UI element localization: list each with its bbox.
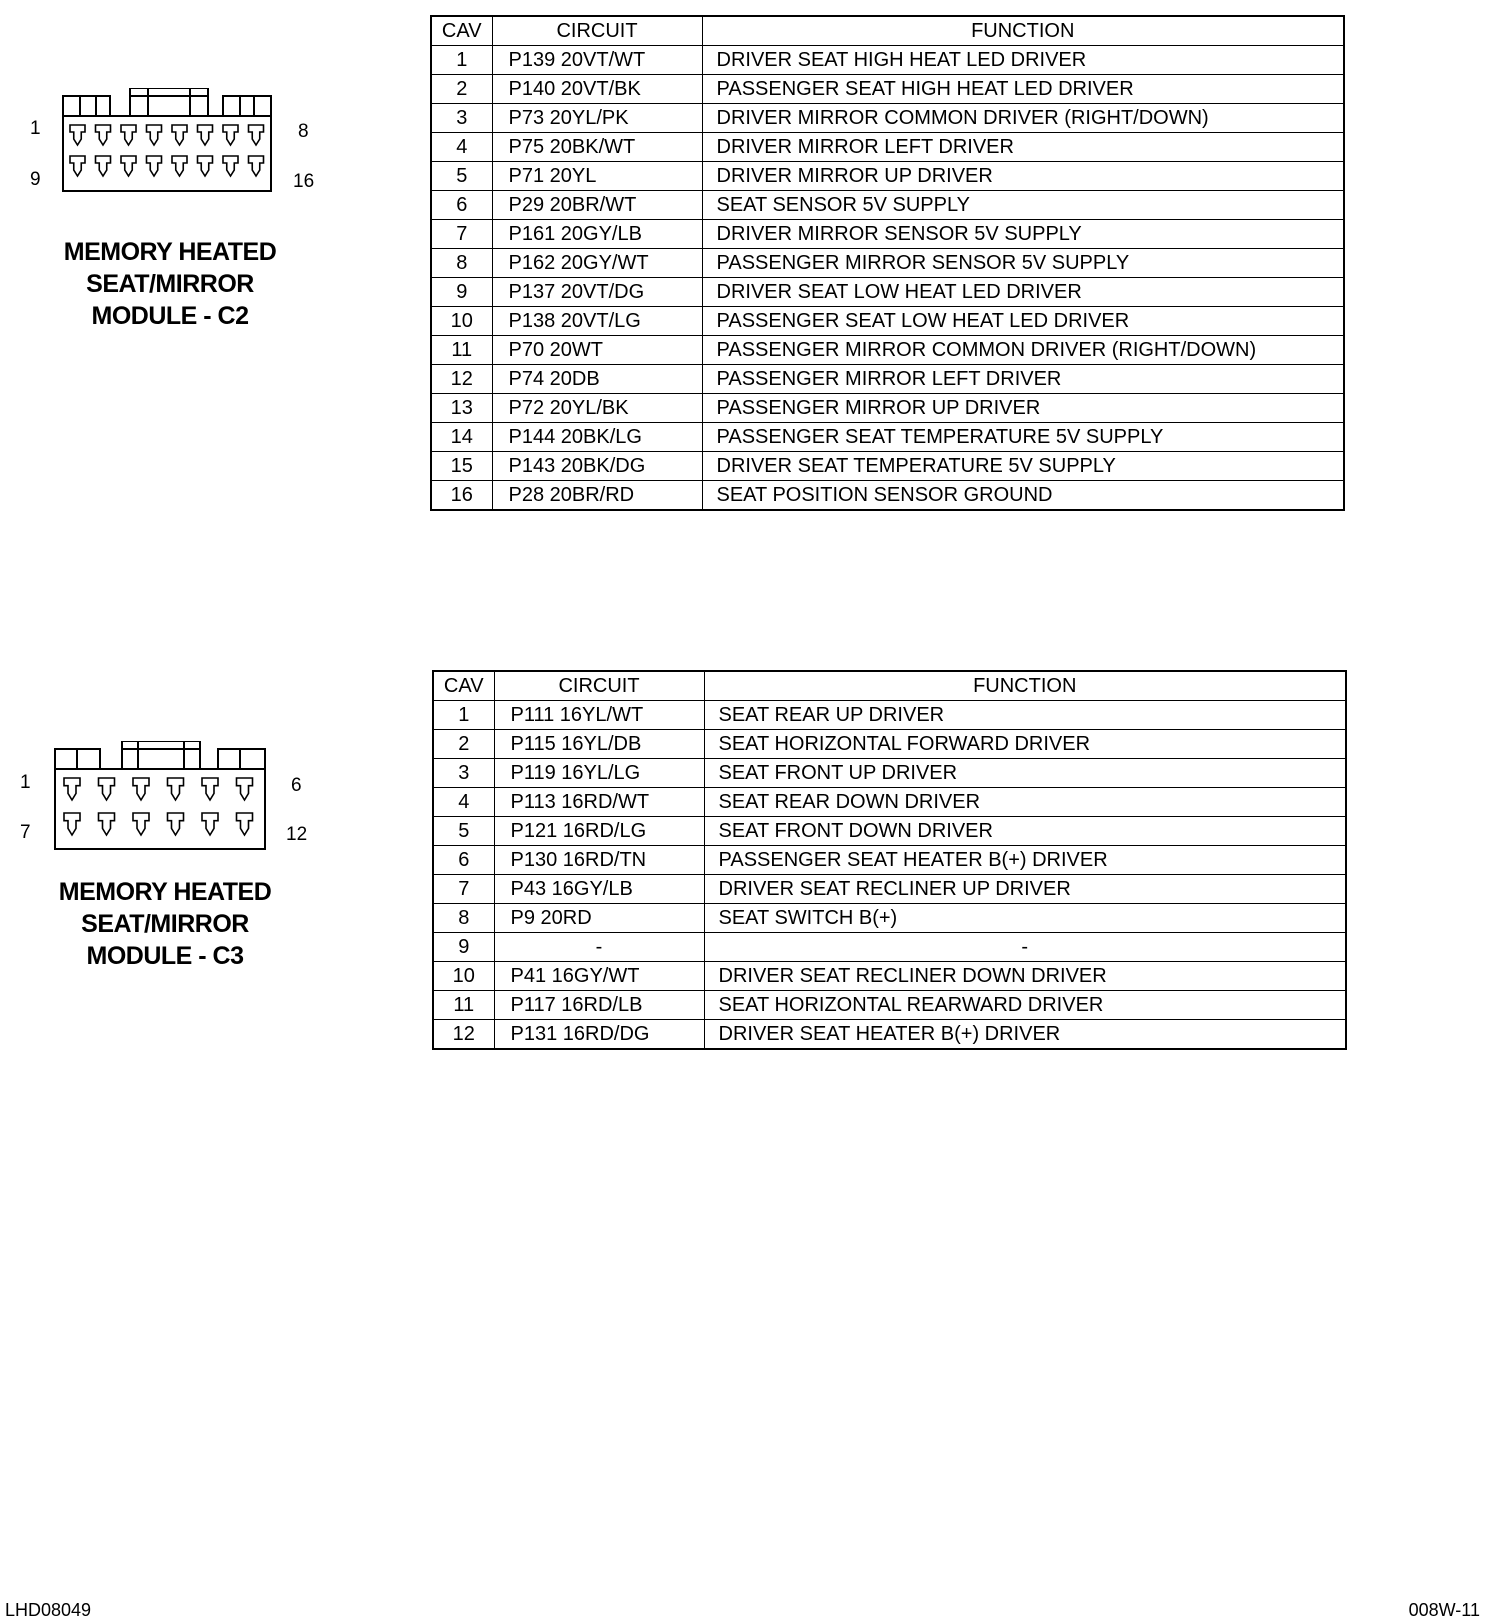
function-cell: -	[704, 933, 1346, 962]
table-row	[433, 933, 1346, 962]
circuit-cell: P111 16YL/WT	[494, 701, 704, 730]
c2-pin-label-bottom-left: 9	[30, 169, 41, 190]
cav-cell: 10	[433, 962, 494, 991]
function-cell: SEAT SWITCH B(+)	[704, 904, 1346, 933]
terminal-cavity	[249, 156, 264, 176]
cav-cell: 14	[431, 423, 492, 452]
terminal-cavity	[133, 778, 149, 800]
cav-cell: 2	[431, 75, 492, 104]
terminal-cavity	[168, 778, 184, 800]
table-row	[431, 365, 1344, 394]
cav-cell: 13	[431, 394, 492, 423]
circuit-cell: P139 20VT/WT	[492, 46, 702, 75]
function-cell: SEAT SENSOR 5V SUPPLY	[702, 191, 1344, 220]
cav-cell: 9	[433, 933, 494, 962]
circuit-cell: P73 20YL/PK	[492, 104, 702, 133]
terminal-cavity	[99, 813, 115, 835]
table-row	[431, 46, 1344, 75]
function-cell: PASSENGER MIRROR UP DRIVER	[702, 394, 1344, 423]
circuit-cell: P113 16RD/WT	[494, 788, 704, 817]
table-row	[431, 423, 1344, 452]
c2-connector-title	[40, 236, 300, 332]
circuit-cell: P140 20VT/BK	[492, 75, 702, 104]
table-row	[431, 394, 1344, 423]
terminal-cavity	[168, 813, 184, 835]
function-cell: SEAT REAR UP DRIVER	[704, 701, 1346, 730]
c2-table-header-row	[431, 16, 1344, 46]
table-row	[431, 104, 1344, 133]
circuit-cell: P131 16RD/DG	[494, 1020, 704, 1050]
circuit-cell: P162 20GY/WT	[492, 249, 702, 278]
terminal-cavity	[99, 778, 115, 800]
table-row	[431, 249, 1344, 278]
cav-column-header: CAV	[431, 16, 492, 46]
table-row	[433, 730, 1346, 759]
table-row	[431, 307, 1344, 336]
terminal-cavity	[70, 125, 85, 145]
table-row	[433, 1020, 1346, 1050]
terminal-cavity	[121, 156, 136, 176]
circuit-cell: P41 16GY/WT	[494, 962, 704, 991]
circuit-cell: P70 20WT	[492, 336, 702, 365]
c2-connector-diagram	[58, 88, 278, 198]
c3-table-header-row	[433, 671, 1346, 701]
cav-cell: 8	[433, 904, 494, 933]
terminal-cavity	[223, 156, 238, 176]
cav-cell: 12	[433, 1020, 494, 1050]
circuit-cell: P75 20BK/WT	[492, 133, 702, 162]
table-row	[433, 701, 1346, 730]
cav-cell: 11	[431, 336, 492, 365]
circuit-cell: P138 20VT/LG	[492, 307, 702, 336]
table-row	[433, 788, 1346, 817]
cav-cell: 6	[433, 846, 494, 875]
circuit-cell: P137 20VT/DG	[492, 278, 702, 307]
circuit-column-header: CIRCUIT	[494, 671, 704, 701]
c2-pin-label-top-right: 8	[298, 121, 309, 142]
cav-cell: 5	[431, 162, 492, 191]
table-row	[433, 817, 1346, 846]
c3-connector-diagram	[50, 741, 270, 853]
cav-cell: 3	[431, 104, 492, 133]
table-row	[433, 904, 1346, 933]
c3-title-line-2: SEAT/MIRROR	[81, 910, 249, 938]
table-row	[433, 846, 1346, 875]
cav-cell: 1	[433, 701, 494, 730]
terminal-cavity	[70, 156, 85, 176]
cav-cell: 7	[433, 875, 494, 904]
c3-pin-label-bottom-left: 7	[20, 822, 31, 843]
terminal-cavity	[249, 125, 264, 145]
page-id-right: 008W-11	[1408, 1600, 1480, 1620]
function-cell: SEAT POSITION SENSOR GROUND	[702, 481, 1344, 511]
table-row	[431, 191, 1344, 220]
function-cell: SEAT FRONT DOWN DRIVER	[704, 817, 1346, 846]
function-cell: DRIVER MIRROR SENSOR 5V SUPPLY	[702, 220, 1344, 249]
function-cell: PASSENGER SEAT HEATER B(+) DRIVER	[704, 846, 1346, 875]
function-cell: PASSENGER MIRROR SENSOR 5V SUPPLY	[702, 249, 1344, 278]
terminal-cavity	[237, 813, 253, 835]
terminal-cavity	[198, 156, 213, 176]
function-cell: DRIVER SEAT RECLINER UP DRIVER	[704, 875, 1346, 904]
terminal-cavity	[64, 813, 80, 835]
function-cell: DRIVER SEAT LOW HEAT LED DRIVER	[702, 278, 1344, 307]
c3-pin-label-top-left: 1	[20, 772, 31, 793]
circuit-cell: P161 20GY/LB	[492, 220, 702, 249]
function-cell: DRIVER SEAT HIGH HEAT LED DRIVER	[702, 46, 1344, 75]
circuit-cell: P72 20YL/BK	[492, 394, 702, 423]
cav-cell: 8	[431, 249, 492, 278]
c3-connector-title	[35, 876, 295, 972]
c3-title-line-1: MEMORY HEATED	[58, 878, 272, 906]
function-cell: SEAT REAR DOWN DRIVER	[704, 788, 1346, 817]
function-cell: PASSENGER SEAT TEMPERATURE 5V SUPPLY	[702, 423, 1344, 452]
circuit-cell: P74 20DB	[492, 365, 702, 394]
function-cell: DRIVER MIRROR COMMON DRIVER (RIGHT/DOWN)	[702, 104, 1344, 133]
cav-cell: 1	[431, 46, 492, 75]
table-row	[433, 991, 1346, 1020]
terminal-cavity	[147, 125, 162, 145]
circuit-cell: P117 16RD/LB	[494, 991, 704, 1020]
table-row	[431, 481, 1344, 511]
table-row	[433, 875, 1346, 904]
circuit-cell: P119 16YL/LG	[494, 759, 704, 788]
function-cell: PASSENGER MIRROR COMMON DRIVER (RIGHT/DOWN)	[702, 336, 1344, 365]
c2-title-line-2: SEAT/MIRROR	[86, 270, 254, 298]
terminal-cavity	[96, 125, 111, 145]
circuit-cell: P144 20BK/LG	[492, 423, 702, 452]
function-cell: DRIVER SEAT HEATER B(+) DRIVER	[704, 1020, 1346, 1050]
cav-cell: 4	[431, 133, 492, 162]
cav-cell: 11	[433, 991, 494, 1020]
terminal-cavity	[147, 156, 162, 176]
c2-title-line-1: MEMORY HEATED	[63, 238, 277, 266]
terminal-cavity	[172, 156, 187, 176]
terminal-cavity	[237, 778, 253, 800]
circuit-cell: P29 20BR/WT	[492, 191, 702, 220]
c2-pin-label-bottom-right: 16	[293, 171, 315, 192]
table-row	[431, 75, 1344, 104]
function-cell: DRIVER MIRROR LEFT DRIVER	[702, 133, 1344, 162]
cav-cell: 15	[431, 452, 492, 481]
cav-cell: 4	[433, 788, 494, 817]
table-row	[431, 278, 1344, 307]
function-cell: SEAT HORIZONTAL REARWARD DRIVER	[704, 991, 1346, 1020]
table-row	[431, 452, 1344, 481]
table-row	[431, 336, 1344, 365]
cav-cell: 5	[433, 817, 494, 846]
function-cell: DRIVER MIRROR UP DRIVER	[702, 162, 1344, 191]
table-row	[431, 133, 1344, 162]
terminal-cavity	[223, 125, 238, 145]
circuit-cell: P9 20RD	[494, 904, 704, 933]
terminal-cavity	[198, 125, 213, 145]
terminal-cavity	[64, 778, 80, 800]
function-cell: PASSENGER SEAT LOW HEAT LED DRIVER	[702, 307, 1344, 336]
terminal-cavity	[96, 156, 111, 176]
figure-id-left: LHD08049	[5, 1600, 92, 1620]
circuit-cell: P71 20YL	[492, 162, 702, 191]
cav-cell: 16	[431, 481, 492, 511]
circuit-cell: P28 20BR/RD	[492, 481, 702, 511]
cav-cell: 9	[431, 278, 492, 307]
table-row	[433, 962, 1346, 991]
c3-pin-label-bottom-right: 12	[286, 824, 308, 845]
c3-title-line-3: MODULE - C3	[86, 942, 244, 970]
circuit-cell: P143 20BK/DG	[492, 452, 702, 481]
terminal-cavity	[121, 125, 136, 145]
cav-cell: 6	[431, 191, 492, 220]
c2-pinout-table	[430, 15, 1345, 511]
circuit-cell: P43 16GY/LB	[494, 875, 704, 904]
cav-column-header: CAV	[433, 671, 494, 701]
circuit-cell: P121 16RD/LG	[494, 817, 704, 846]
c3-pin-label-top-right: 6	[291, 775, 302, 796]
cav-cell: 10	[431, 307, 492, 336]
circuit-column-header: CIRCUIT	[492, 16, 702, 46]
c2-title-line-3: MODULE - C2	[91, 302, 249, 330]
c3-pinout-table	[432, 670, 1347, 1050]
function-cell: PASSENGER MIRROR LEFT DRIVER	[702, 365, 1344, 394]
cav-cell: 3	[433, 759, 494, 788]
c2-pin-label-top-left: 1	[30, 118, 41, 139]
terminal-cavity	[202, 778, 218, 800]
function-cell: SEAT FRONT UP DRIVER	[704, 759, 1346, 788]
table-row	[433, 759, 1346, 788]
circuit-cell: P115 16YL/DB	[494, 730, 704, 759]
function-cell: SEAT HORIZONTAL FORWARD DRIVER	[704, 730, 1346, 759]
function-cell: DRIVER SEAT RECLINER DOWN DRIVER	[704, 962, 1346, 991]
function-cell: DRIVER SEAT TEMPERATURE 5V SUPPLY	[702, 452, 1344, 481]
circuit-cell: P130 16RD/TN	[494, 846, 704, 875]
function-cell: PASSENGER SEAT HIGH HEAT LED DRIVER	[702, 75, 1344, 104]
cav-cell: 2	[433, 730, 494, 759]
terminal-cavity	[202, 813, 218, 835]
table-row	[431, 220, 1344, 249]
table-row	[431, 162, 1344, 191]
function-column-header: FUNCTION	[704, 671, 1346, 701]
terminal-cavity	[172, 125, 187, 145]
cav-cell: 12	[431, 365, 492, 394]
circuit-cell: -	[494, 933, 704, 962]
terminal-cavity	[133, 813, 149, 835]
function-column-header: FUNCTION	[702, 16, 1344, 46]
cav-cell: 7	[431, 220, 492, 249]
